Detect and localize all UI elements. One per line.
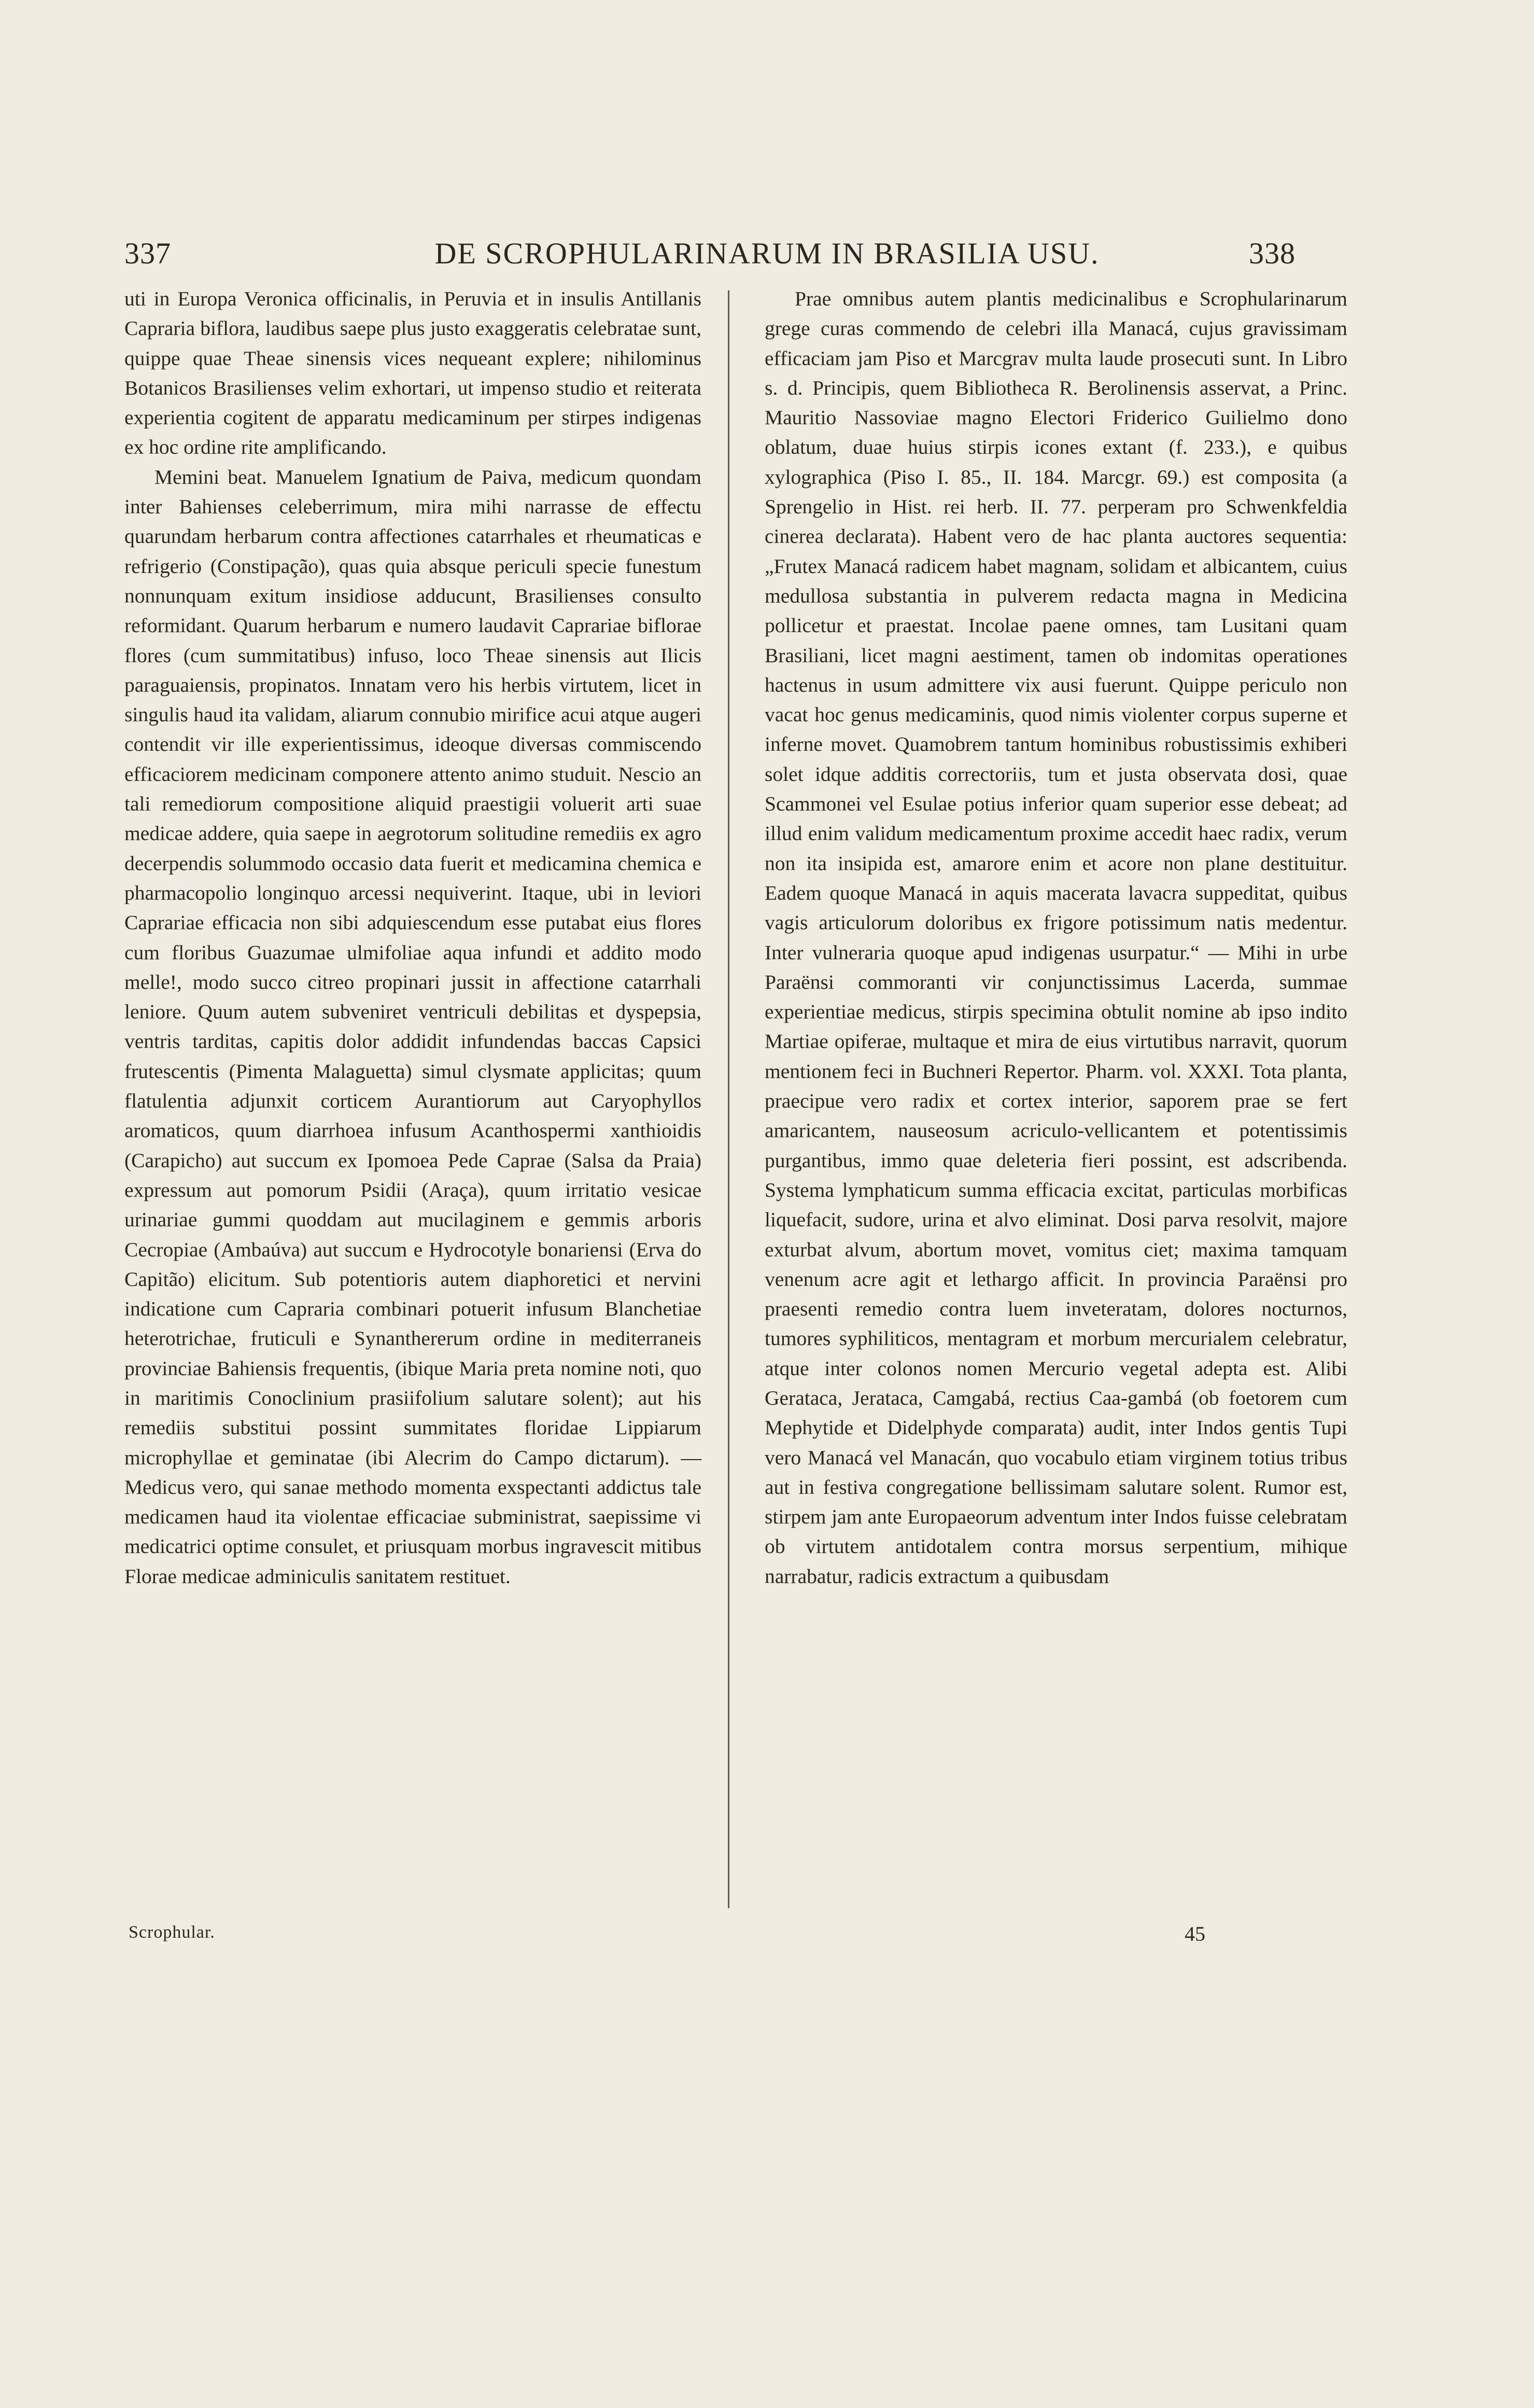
right-column	[765, 284, 1347, 1591]
leaf-number: 45	[1185, 1922, 1205, 1945]
column-divider	[728, 290, 729, 1908]
signature-mark: Scrophular.	[129, 1923, 215, 1942]
left-column	[124, 284, 701, 1591]
page-number-right: 338	[1249, 236, 1296, 270]
running-head: DE SCROPHULARINARUM IN BRASILIA USU.	[434, 236, 1100, 270]
page-header	[0, 236, 1534, 283]
page-footer	[0, 1923, 1534, 1954]
paragraph: Prae omnibus autem plantis medicinalibus e Scrophularinarum grege curas commendo de celebri illa Manacá, cujus gravissimam efficaciam jam Piso et Marcgrav multa laude prosecuti sunt. In Libro s. d. Principis, quem Bibliotheca R. Berolinensis asservat, a Princ. Mauritio Nassoviae magno Electori Friderico Guilielmo dono oblatum, duae huius stirpis icones extant (f. 233.), e quibus xylographica (Piso I. 85., II. 184. Marcgr. 69.) est composita (a Sprengelio in Hist. rei herb. II. 77. perperam pro Schwenkfeldia cinerea declarata). Habent vero de hac planta auctores sequentia: „Frutex Manacá radicem habet magnam, solidam et albicantem, cuius medullosa substantia in pulverem redacta magna in Medicina pollicetur et praestat. Incolae paene omnes, tam Lusitani quam Brasiliani, licet magni aestiment, tamen ob indomitas operationes hactenus in usum admittere vix ausi fuerunt. Quippe periculo non vacat hoc genus medicaminis, quod nimis violenter corpus superne et inferne movet. Quamobrem tantum hominibus robustissimis exhiberi solet idque additis correctoriis, tum et justa observata dosi, quae Scammonei vel Esulae potius inferior quam superior esse debeat; ad illud enim validum medicamentum proxime accedit haec radix, verum non ita insipida est, amarore enim et acore non plane destituitur. Eadem quoque Manacá in aquis macerata lavacra suppeditat, quibus vagis articulorum doloribus ex frigore potissimum natis medentur. Inter vulneraria quoque apud indigenas usurpatur.“ — Mihi in urbe Paraënsi commoranti vir conjunctissimus Lacerda, summae experientiae medicus, stirpis specimina obtulit nomine ab ipso indito Martiae opiferae, multaque et mira de eius virtutibus narravit, quorum mentionem feci in Buchneri Repertor. Pharm. vol. XXXI. Tota planta, praecipue vero radix et cortex interior, saporem prae se fert amaricantem, nauseosum acriculo-vellicantem et potentissimis purgantibus, immo quae deleteria fieri possint, est adscribenda. Systema lymphaticum summa efficacia excitat, particulas morbificas liquefacit, sudore, urina et alvo eliminat. Dosi parva resolvit, majore exturbat alvum, abortum movet, vomitus ciet; maxima tamquam venenum acre agit et lethargo afficit. In provincia Paraënsi pro praesenti remedio contra luem inveteratam, dolores nocturnos, tumores syphiliticos, mentagram et morbum mercurialem celebratur, atque inter colonos nomen Mercurio vegetal adepta est. Alibi Gerataca, Jerataca, Camgabá, rectius Caa-gambá (ob foetorem cum Mephytide et Didelphyde comparata) audit, inter Indos gentis Tupi vero Manacá vel Manacán, quo vocabulo etiam virginem totius tribus aut in festiva congregatione bellissimam salutare solent. Rumor est, stirpem jam ante Europaeorum adventum inter Indos fuisse celebratam ob virtutem antidotalem contra morsus serpentium, mihique narrabatur, radicis extractum a quibusdam	[765, 287, 1347, 1588]
paragraph: Memini beat. Manuelem Ignatium de Paiva, medicum quondam inter Bahienses celeberrimum, mira mihi narrasse de effectu quarundam herbarum contra affectiones catarrhales et rheumaticas e refrigerio (Constipação), quas quia absque periculi specie funestum nonnunquam exitum insidiose adducunt, Brasilienses consulto reformidant. Quarum herbarum e numero laudavit Caprariae biflorae flores (cum summitatibus) infuso, loco Theae sinensis aut Ilicis paraguaiensis, propinatos. Innatam vero his herbis virtutem, licet in singulis haud ita validam, aliarum connubio mirifice acui atque augeri contendit vir ille experientissimus, ideoque diversas commiscendo efficaciorem medicinam componere attento animo studuit. Nescio an tali remediorum compositione aliquid praestigii voluerit arti suae medicae addere, quia saepe in aegrotorum solitudine remediis ex agro decerpendis solummodo occasio data fuerit et medicamina chemica e pharmacopolio longinquo arcessi nequiverint. Itaque, ubi in leviori Caprariae efficacia non sibi adquiescendum esse putabat eius flores cum floribus Guazumae ulmifoliae aqua infundi et addito modo melle!, modo succo citreo propinari jussit in affectione catarrhali leniore. Quum autem subveniret ventriculi debilitas et dyspepsia, ventris tarditas, capitis dolor addidit infundendas baccas Capsici frutescentis (Pimenta Malaguetta) simul clysmate applicitas; quum flatulentia adjunxit corticem Aurantiorum aut Caryophyllos aromaticos, quum diarrhoea infusum Acanthospermi xanthioidis (Carapicho) aut succum ex Ipomoea Pede Caprae (Salsa da Praia) expressum aut pomorum Psidii (Araça), quum irritatio vesicae urinariae gummi quoddam aut mucilaginem e gemmis arboris Cecropiae (Ambaúva) aut succum e Hydrocotyle bonariensi (Erva do Capitão) elicitum. Sub potentioris autem diaphoretici et nervini indicatione cum Capraria combinari potuerit infusum Blanchetiae heterotrichae, fruticuli e Synanthererum ordine in mediterraneis provinciae Bahiensis frequentis, (ibique Maria preta nomine noti, quo in maritimis Conoclinium prasiifolium salutare solent); aut his remediis substitui possint summitates floridae Lippiarum microphyllae et geminatae (ibi Alecrim do Campo dictarum). — Medicus vero, qui sanae methodo momenta exspectanti addictus tale medicamen haud ita violentae efficaciae subministrat, saepissime vi medicatrici optime consulet, et priusquam morbus ingravescit mitibus Florae medicae adminiculis sanitatem restituet.	[124, 465, 701, 1588]
page-number-left: 337	[124, 236, 171, 270]
paragraph: uti in Europa Veronica officinalis, in Peruvia et in insulis Antillanis Capraria biflora, laudibus saepe plus justo exaggeratis celebratae sunt, quippe quae Theae sinensis vices nequeant explere; nihilominus Botanicos Brasilienses velim exhortari, ut impenso studio et reiterata experientia cogitent de apparatu medicaminum per stirpes indigenas ex hoc ordine rite amplificando.	[124, 287, 701, 459]
